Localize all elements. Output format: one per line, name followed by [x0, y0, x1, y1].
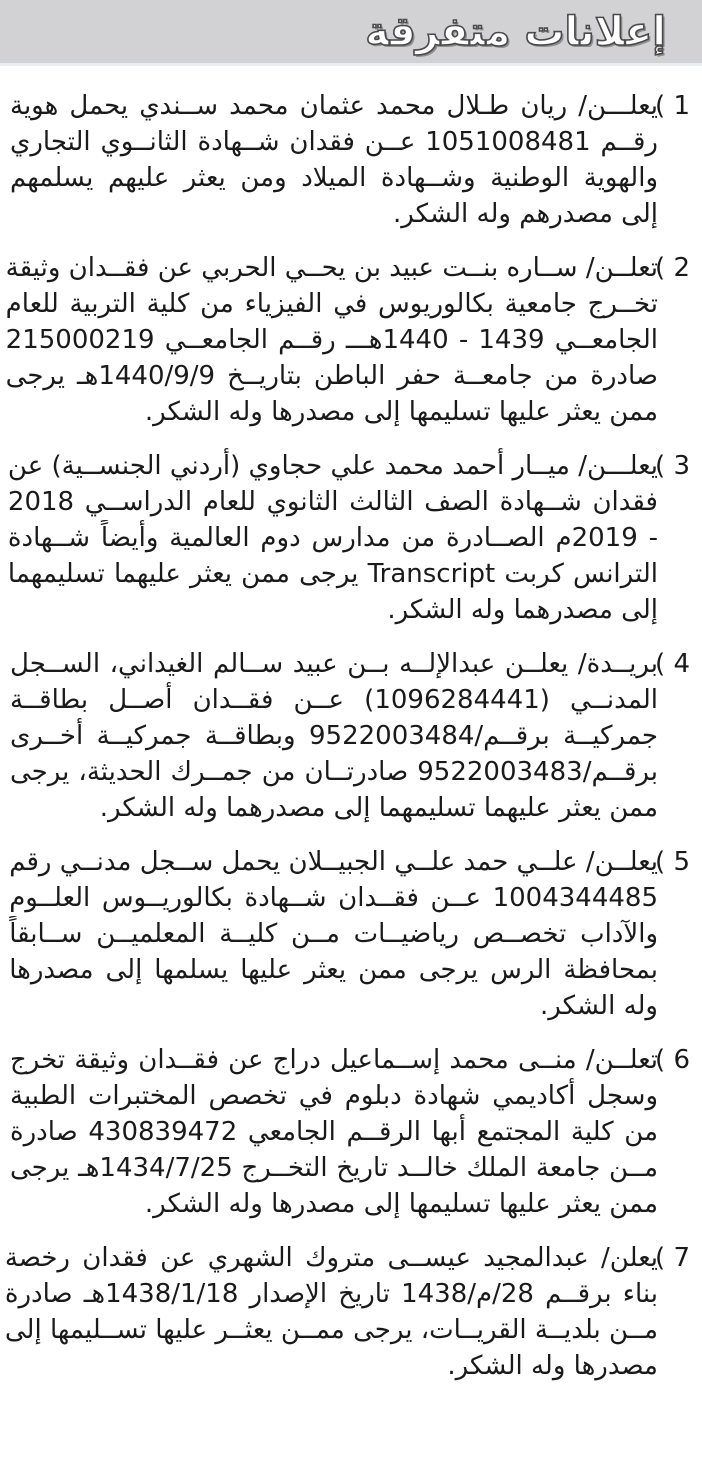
notice-line: مصدرها وله الشكر.	[447, 1351, 658, 1381]
notice-text	[9, 844, 658, 1024]
notice-line: مــن جامعة الملك خالــد تاريخ التخــرج 1434/7/25هـ يرجى	[10, 1153, 658, 1183]
section-title: إعلانات متفرقة	[365, 9, 666, 55]
notice-line: تعلــن/ ســاره بنــت عبيد بن يحــي الحربي عن فقــدان وثيقة	[5, 253, 658, 283]
notice-line: يعلـــن/ ريان طـلال محمد عثمان محمد ســندي يحمل هوية	[10, 91, 658, 121]
notice-item-7	[4, 1240, 690, 1384]
notice-line: فقدان شــهادة الصف الثالث الثانوي للعام الدراســي 2018	[7, 487, 658, 517]
notice-text	[10, 646, 658, 826]
notice-line: مــن بلديــة القريــات، يرجى ممــن يعثــر عليها تســليمها إلى	[4, 1315, 658, 1345]
notice-line: 1004344485 عــن فقــدان شــهادة بكالوريــوس العلــوم	[9, 883, 658, 913]
notice-line: يعلــن/ علــي حمد علــي الجبيــلان يحمل ســجل مدنــي رقم	[9, 847, 658, 877]
notice-line: الترانس كربت Transcript يرجى ممن يعثر عليهما تسليمهما	[7, 559, 658, 589]
notice-line: والآداب تخصــص رياضيــات مــن كليــة المعلميــن ســابقاً	[9, 919, 658, 949]
notice-number: 6 )	[655, 1045, 690, 1075]
notice-text	[6, 250, 658, 430]
notice-line: ممن يعثر عليها تسليمها إلى مصدرها وله الشكر.	[144, 1189, 658, 1219]
notice-line: جمركيــة برقــم/9522003484 وبطاقــة جمركيــة أخــرى	[10, 721, 658, 751]
notice-number: 3 )	[655, 451, 690, 481]
notice-number: 2 )	[655, 253, 690, 283]
notice-line: تخــرج جامعية بكالوريوس في الفيزياء من كلية التربية للعام	[5, 289, 658, 319]
notice-item-6	[10, 1042, 690, 1222]
notice-number: 1 )	[655, 91, 690, 121]
notice-line: إلى مصدرهم وله الشكر.	[392, 199, 658, 229]
notice-line: صادرة من جامعــة حفر الباطن بتاريــخ 1440/9/9هـ يرجى	[5, 361, 658, 391]
notice-line: وسجل أكاديمي شهادة دبلوم في تخصص المختبرات الطبية	[10, 1081, 658, 1111]
notice-line: ممن يعثر عليها تسليمها إلى مصدرها وله الشكر.	[144, 397, 658, 427]
notice-line: برقــم/9522003483 صادرتــان من جمــرك الحديثة، يرجى	[10, 757, 658, 787]
notice-line: إلى مصدرهما وله الشكر.	[387, 595, 658, 625]
notice-item-1	[10, 88, 690, 232]
notice-line: وله الشكر.	[540, 991, 658, 1021]
notice-line: يعلن/ عبدالمجيد عيســى متروك الشهري عن فقدان رخصة	[4, 1243, 658, 1273]
notices-list	[0, 66, 702, 1384]
notice-line: ممن يعثر عليهما تسليمهما إلى مصدرهما وله الشكر.	[99, 793, 658, 823]
notice-text	[10, 88, 658, 232]
notice-text	[10, 1042, 658, 1222]
notice-line: بمحافظة الرس يرجى ممن يعثر عليها يسلمها إلى مصدرها	[9, 955, 658, 985]
notice-text	[8, 448, 658, 628]
notice-line: بريــدة/ يعلــن عبدالإلــه بــن عبيد ســالم الغيداني، الســجل	[10, 649, 658, 679]
notice-line: - 2019م الصــادرة من مدارس دوم العالمية وأيضاً شــهادة	[7, 523, 658, 553]
notice-line: المدنــي (1096284441) عــن فقــدان أصــل بطاقــة	[10, 685, 658, 715]
notice-line: والهوية الوطنية وشــهادة الميلاد ومن يعثر عليهم يسلمهم	[10, 163, 658, 193]
notice-item-5	[10, 844, 690, 1024]
notice-number: 4 )	[655, 649, 690, 679]
section-header	[0, 0, 702, 66]
notice-item-2	[5, 250, 690, 430]
notice-line: تعلــن/ منــى محمد إســماعيل دراج عن فقــدان وثيقة تخرج	[10, 1045, 658, 1075]
notice-line: الجامعــي 1439 - 1440هـــ رقــم الجامعــي 215000219	[5, 325, 658, 355]
notice-line: بناء برقــم 28/م/1438 تاريخ الإصدار 1438/1/18هـ صادرة	[4, 1279, 658, 1309]
notice-number: 7 )	[655, 1243, 690, 1273]
notice-line: من كلية المجتمع أبها الرقــم الجامعي 430839472 صادرة	[10, 1117, 658, 1147]
notice-number: 5 )	[655, 847, 690, 877]
notice-item-3	[7, 448, 690, 628]
notice-text	[5, 1240, 658, 1384]
notice-line: يعلـــن/ ميــار أحمد محمد علي حجاوي (أردني الجنســية) عن	[7, 451, 658, 481]
notice-item-4	[10, 646, 690, 826]
notice-line: رقــم 1051008481 عــن فقدان شــهادة الثانــوي التجاري	[10, 127, 658, 157]
